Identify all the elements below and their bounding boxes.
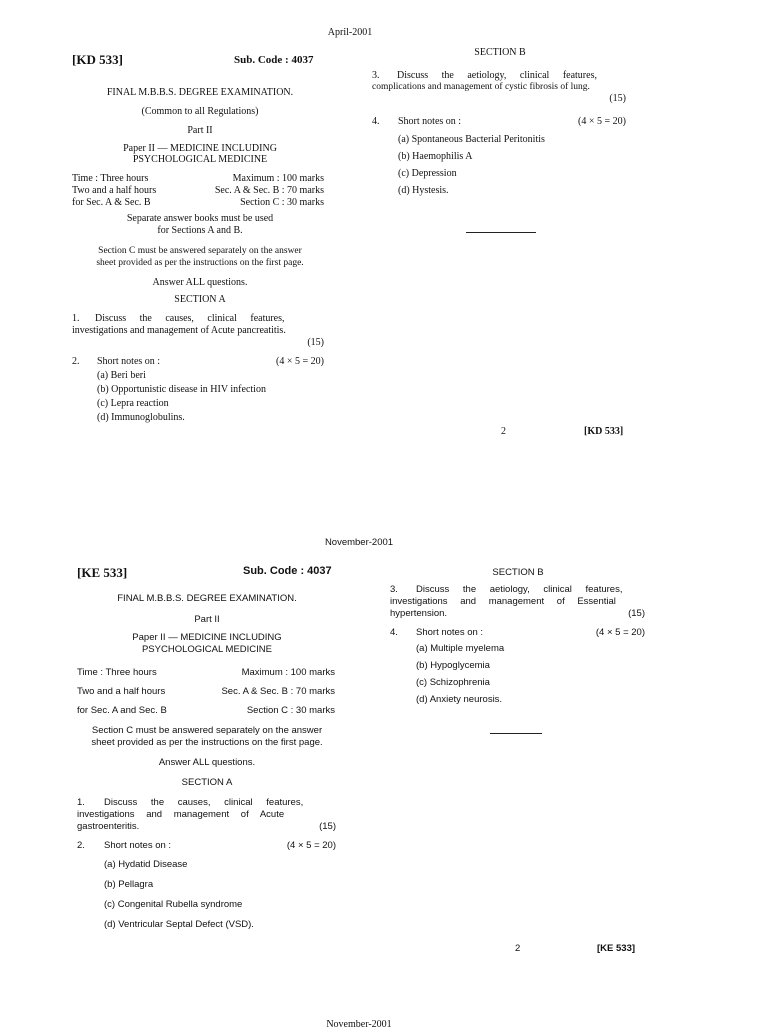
separate-books-line1: Separate answer books must be used (126, 213, 274, 224)
section-c-instruction-line1: Section C must be answered separately on the answer (91, 725, 323, 736)
list-item: (a) Spontaneous Bacterial Peritonitis (398, 134, 545, 145)
footer-code: [KD 533] (584, 426, 624, 437)
list-item: (b) Hypoglycemia (416, 660, 490, 671)
section-c-instruction-line2: sheet provided as per the instructions on the first page. (91, 737, 323, 748)
duration-scope-label: for Sec. A and Sec. B (77, 705, 167, 716)
paper-code: [KE 533] (77, 565, 128, 580)
section-ab-marks: Sec. A & Sec. B : 70 marks (214, 185, 324, 196)
exam-title: FINAL M.B.B.S. DEGREE EXAMINATION. (106, 87, 294, 98)
separate-books-line2: for Sections A and B. (157, 225, 243, 236)
paper-name-line1: Paper II — MEDICINE INCLUDING (132, 632, 282, 643)
question-number: 3. (390, 584, 398, 595)
section-ab-marks: Sec. A & Sec. B : 70 marks (221, 686, 335, 697)
max-marks-label: Maximum : 100 marks (232, 173, 324, 184)
question-3-line1: Discuss the aetiology, clinical features, (397, 70, 597, 81)
list-item: (a) Beri beri (97, 370, 146, 381)
section-a-heading: SECTION A (181, 777, 233, 788)
page-number: 2 (515, 943, 521, 954)
section-c-instruction-line1: Section C must be answered separately on the answer (98, 246, 302, 256)
list-item: (d) Hystesis. (398, 185, 449, 196)
question-number: 4. (372, 116, 380, 127)
question-1-marks: (15) (319, 821, 336, 832)
question-number: 3. (372, 70, 380, 81)
subject-code: Sub. Code : 4037 (243, 565, 332, 577)
footer-code: [KE 533] (597, 943, 636, 954)
duration-label: Two and a half hours (77, 686, 166, 697)
question-2-marks: (4 × 5 = 20) (286, 840, 336, 851)
exam-date: April-2001 (327, 27, 373, 38)
question-3-line2: investigations and management of Essential (390, 596, 616, 607)
list-item: (a) Multiple myelema (416, 643, 505, 654)
list-item: (d) Immunoglobulins. (97, 412, 185, 423)
exam-title: FINAL M.B.B.S. DEGREE EXAMINATION. (117, 593, 297, 604)
end-divider (490, 733, 542, 734)
list-item: (b) Pellagra (104, 879, 154, 890)
section-c-instruction-line2: sheet provided as per the instructions on the first page. (96, 258, 304, 268)
question-3-marks: (15) (609, 93, 626, 104)
list-item: (c) Depression (398, 168, 457, 179)
duration-scope-label: for Sec. A & Sec. B (72, 197, 151, 208)
question-1-line2: investigations and management of Acute pancreatitis. (72, 325, 286, 336)
part-label: Part II (194, 614, 220, 625)
question-4-marks: (4 × 5 = 20) (595, 627, 645, 638)
list-item: (c) Schizophrenia (416, 677, 490, 688)
list-item: (d) Ventricular Septal Defect (VSD). (104, 919, 254, 930)
question-4-text: Short notes on : (416, 627, 484, 638)
question-2-marks: (4 × 5 = 20) (276, 356, 324, 367)
question-number: 4. (390, 627, 398, 638)
part-label: Part II (187, 125, 213, 136)
question-number: 2. (72, 356, 80, 367)
question-2-text: Short notes on : (104, 840, 172, 851)
question-number: 2. (77, 840, 85, 851)
question-1-line1: Discuss the causes, clinical features, (104, 797, 304, 808)
paper-name-line1: Paper II — MEDICINE INCLUDING (123, 143, 277, 154)
page-number: 2 (501, 426, 506, 437)
regulations-note: (Common to all Regulations) (141, 106, 259, 117)
list-item: (b) Opportunistic disease in HIV infection (97, 384, 266, 395)
time-label: Time : Three hours (72, 173, 149, 184)
list-item: (b) Haemophilis A (398, 151, 473, 162)
list-item: (c) Congenital Rubella syndrome (104, 899, 243, 910)
answer-all-note: Answer ALL questions. (158, 757, 256, 768)
question-3-line3: hypertension. (390, 608, 448, 619)
exam-date: November-2001 (324, 537, 394, 548)
next-page-date-partial: November-2001 (326, 1019, 392, 1030)
end-divider (466, 232, 536, 233)
max-marks-label: Maximum : 100 marks (241, 667, 335, 678)
question-4-text: Short notes on : (398, 116, 462, 127)
list-item: (a) Hydatid Disease (104, 859, 188, 870)
question-1-marks: (15) (307, 337, 324, 348)
section-c-marks: Section C : 30 marks (246, 705, 335, 716)
question-3-line2: complications and management of cystic fibrosis of lung. (372, 82, 590, 92)
question-2-text: Short notes on : (97, 356, 161, 367)
answer-all-note: Answer ALL questions. (152, 277, 248, 288)
question-number: 1. (72, 313, 80, 324)
question-1-line1: Discuss the causes, clinical features, (95, 313, 285, 324)
question-3-line1: Discuss the aetiology, clinical features, (416, 584, 623, 595)
duration-label: Two and a half hours (72, 185, 157, 196)
time-label: Time : Three hours (77, 667, 157, 678)
section-b-heading: SECTION B (474, 47, 526, 58)
question-1-line2: investigations and management of Acute (77, 809, 285, 820)
question-1-line3: gastroenteritis. (77, 821, 140, 832)
question-4-marks: (4 × 5 = 20) (578, 116, 626, 127)
paper-code: [KD 533] (72, 52, 123, 67)
section-c-marks: Section C : 30 marks (240, 197, 324, 208)
question-number: 1. (77, 797, 85, 808)
paper-name-line2: PSYCHOLOGICAL MEDICINE (141, 644, 273, 655)
list-item: (c) Lepra reaction (97, 398, 169, 409)
section-a-heading: SECTION A (174, 294, 226, 305)
question-3-marks: (15) (628, 608, 645, 619)
subject-code: Sub. Code : 4037 (234, 54, 314, 66)
list-item: (d) Anxiety neurosis. (416, 694, 503, 705)
section-b-heading: SECTION B (492, 567, 544, 578)
paper-name-line2: PSYCHOLOGICAL MEDICINE (132, 154, 268, 165)
